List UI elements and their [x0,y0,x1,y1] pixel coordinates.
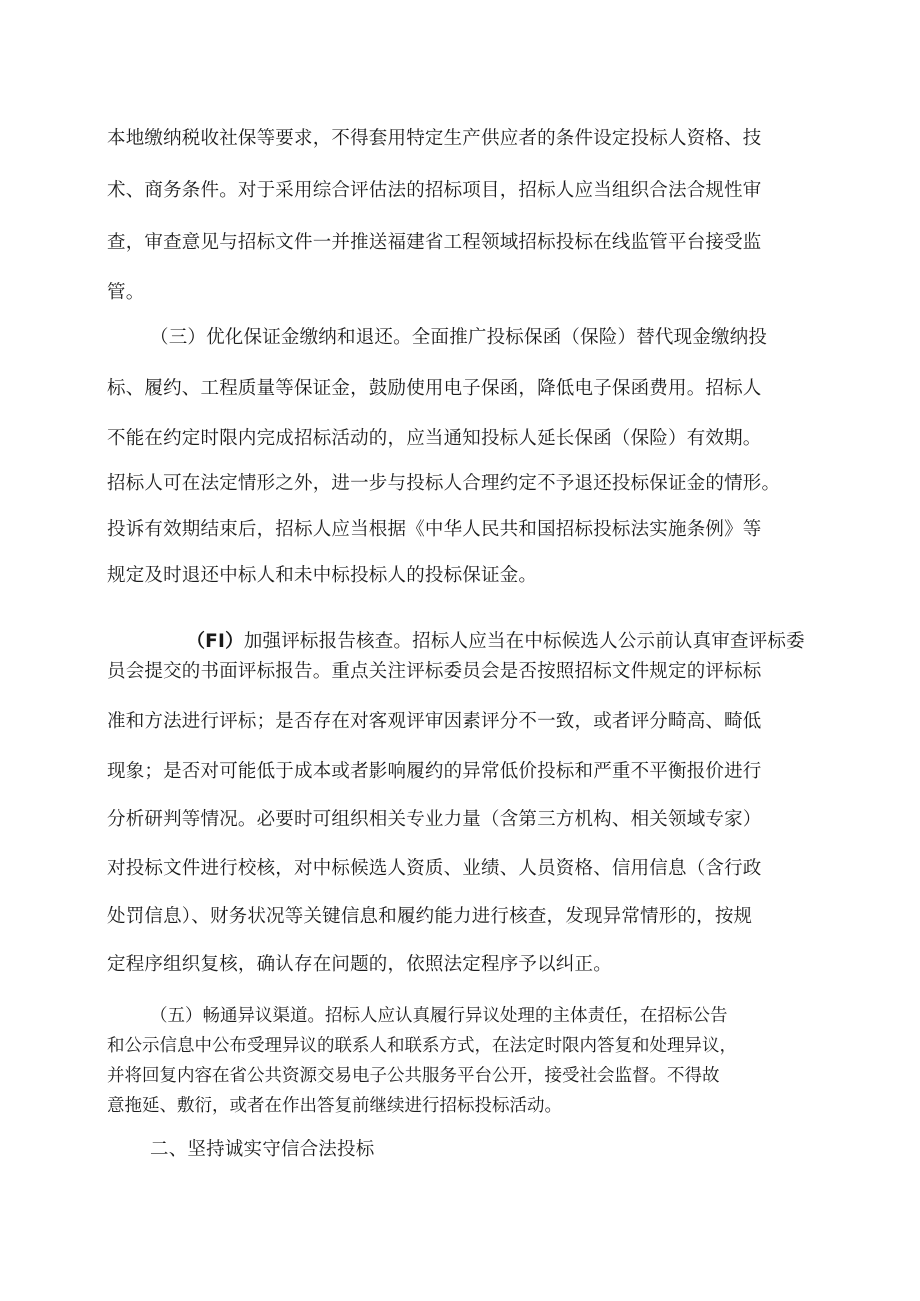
text-line: 术、商务条件。对于采用综合评估法的招标项目，招标人应当组织合法合规性审 [107,180,762,201]
text-line: （三）优化保证金缴纳和退还。全面推广投标保函（保险）替代现金缴纳投 [150,327,768,348]
text-line: 规定及时退还中标人和未中标投标人的投标保证金。 [107,565,538,586]
text-line: 准和方法进行评标；是否存在对客观评审因素评分不一致，或者评分畸高、畸低 [107,711,762,732]
section-number-tag: （FI） [186,630,244,652]
text-line: （五）畅通异议渠道。招标人应认真履行异议处理的主体责任，在招标公告 [150,1006,728,1026]
text-line: 意拖延、敷衍，或者在作出答复前继续进行招标投标活动。 [107,1096,562,1116]
text-line: 本地缴纳税收社保等要求，不得套用特定生产供应者的条件设定投标人资格、技 [107,128,762,149]
text-line: 不能在约定时限内完成招标活动的，应当通知投标人延长保函（保险）有效期。 [107,428,762,449]
text-line: 管。 [107,282,145,303]
text-line: 对投标文件进行校核，对中标候选人资质、业绩、人员资格、信用信息（含行政 [107,858,762,879]
text-line: 投诉有效期结束后，招标人应当根据《中华人民共和国招标投标法实施条例》等 [107,519,762,540]
section-heading: 二、坚持诚实守信合法投标 [150,1139,375,1160]
text-line: 和公示信息中公布受理异议的联系人和联系方式，在法定时限内答复和处理异议， [107,1036,737,1056]
text-line: 并将回复内容在省公共资源交易电子公共服务平台公开，接受社会监督。不得故 [107,1066,720,1086]
text-line: 招标人可在法定情形之外，进一步与投标人合理约定不予退还投标保证金的情形。 [107,473,781,494]
text-span: 加强评标报告核查。招标人应当在中标候选人公示前认真审查评标委 [243,630,805,652]
text-line: 定程序组织复核，确认存在问题的，依照法定程序予以纠正。 [107,954,612,975]
text-line: 分析研判等情况。必要时可组织相关专业力量（含第三方机构、相关领域专家） [107,809,762,830]
text-line: 现象；是否对可能低于成本或者影响履约的异常低价投标和严重不平衡报价进行 [107,761,762,782]
text-line: 标、履约、工程质量等保证金，鼓励使用电子保函，降低电子保函费用。招标人 [107,378,762,399]
text-line: 员会提交的书面评标报告。重点关注评标委员会是否按照招标文件规定的评标标 [107,661,762,682]
text-line: 处罚信息）、财务状况等关键信息和履约能力进行核查，发现异常情形的，按规 [107,906,753,927]
text-line: 查，审查意见与招标文件一并推送福建省工程领域招标投标在线监管平台接受监 [107,232,762,253]
